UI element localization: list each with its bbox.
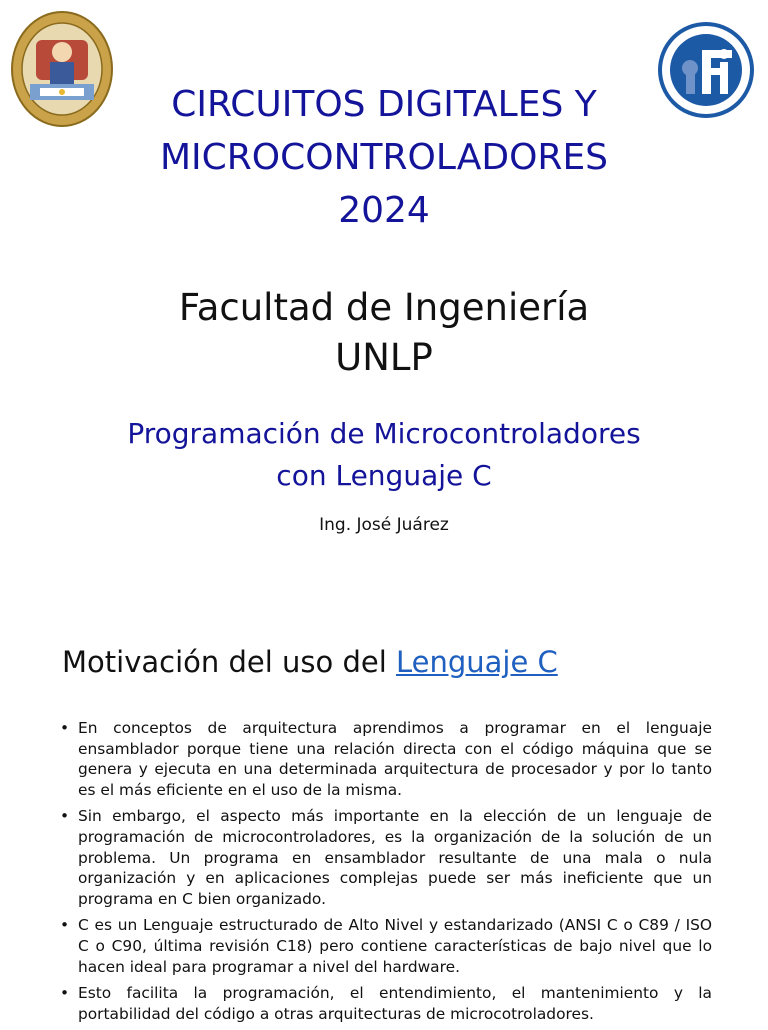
bullet-text: Sin embargo, el aspecto más importante en la elección de un lenguaje de programación de microcontroladores, es la organización de la solución de un problema. Un programa en ensamblador resultante de una mala o nula organización y en aplicaciones complejas puede ser más ineficiente que un programa en C bien organizado. [78,807,712,908]
course-title-year: 2024 [338,190,430,231]
faculty-line: Facultad de Ingeniería [178,286,590,329]
bullet-icon: • [60,916,70,935]
slide-divider [0,605,768,606]
faculty-name [0,283,768,383]
author-name: Ing. José Juárez [319,515,449,535]
bullet-icon: • [60,719,70,737]
list-item [60,915,712,977]
university-line: UNLP [335,336,433,379]
slide-heading [62,640,558,684]
course-title [0,78,768,237]
slide-heading-text: Motivación del uso del [62,645,396,679]
course-title-line: MICROCONTROLADORES [159,137,609,178]
list-item [60,983,712,1024]
bullet-text: En conceptos de arquitectura aprendimos a programar en el lenguaje ensamblador porque tiene una relación directa con el código máquina que se genera y ejecuta en una determinada arquitectura de procesador y por lo tanto es el más eficiente en el uso de la misma. [78,719,712,799]
lenguaje-c-link[interactable]: Lenguaje C [395,645,558,679]
bullet-text: C es un Lenguaje estructurado de Alto Nivel y estandarizado (ANSI C o C89 / ISO C o C90, última revisión C18) pero contiene características de bajo nivel que lo hacen ideal para programar a nivel del hardware. [78,916,712,976]
list-item [60,806,712,909]
bullet-text: Esto facilita la programación, el entendimiento, el mantenimiento y la portabilidad del código a otras arquitecturas de microcotroladores. [78,984,712,1023]
subtitle-line: Programación de Microcontroladores [127,417,641,450]
bullet-icon: • [60,984,70,1003]
subtitle-line: con Lenguaje C [276,459,492,492]
bullet-list [60,718,712,1030]
bullet-icon: • [60,807,70,826]
course-title-line: CIRCUITOS DIGITALES Y [171,84,597,125]
list-item [60,718,712,800]
topic-subtitle [0,413,768,497]
